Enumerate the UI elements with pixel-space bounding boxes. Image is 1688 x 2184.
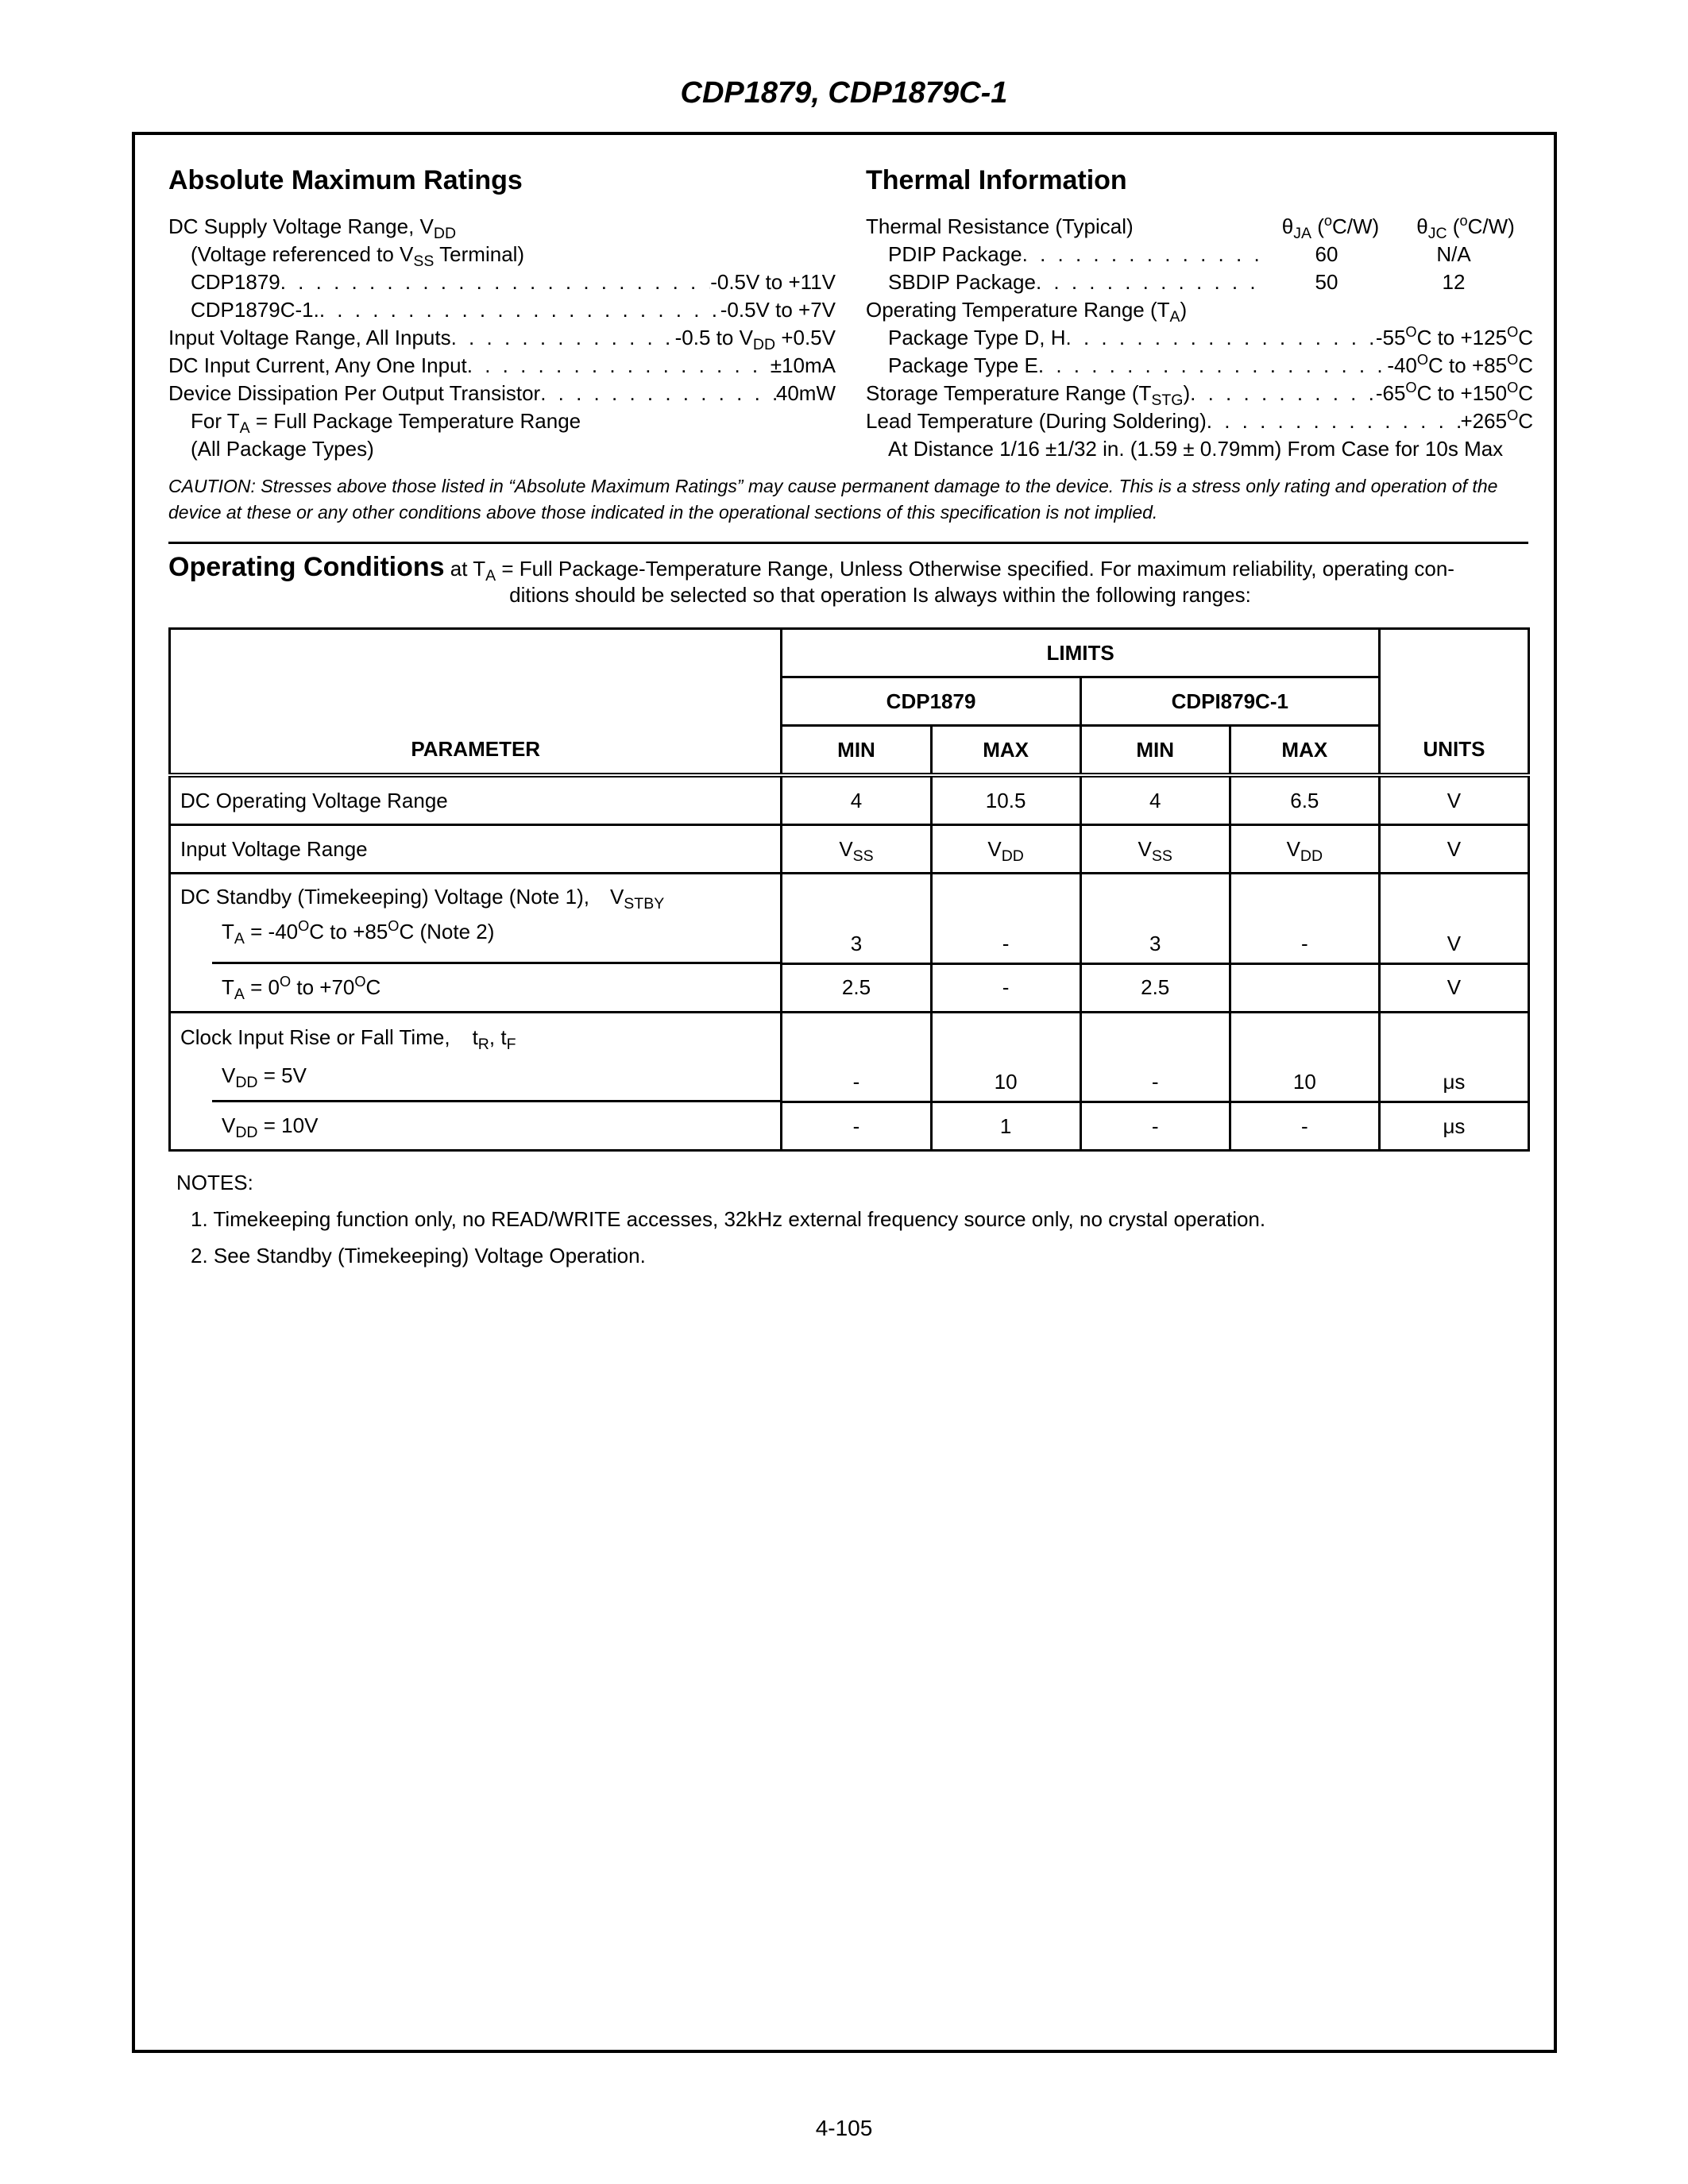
cell-sub: DD [1001, 847, 1024, 865]
vdd-sub: DD [235, 1124, 258, 1142]
for-ta-suffix: = Full Package Temperature Range [249, 409, 581, 433]
degree-sup: O [280, 973, 292, 990]
cond-b: to +70 [291, 974, 355, 999]
operating-conditions-line1 [168, 552, 1528, 585]
thermal-info-title: Thermal Information [866, 165, 1127, 195]
section-divider [168, 542, 1528, 544]
lead-temp-row [866, 407, 1533, 435]
cell-sub: SS [852, 847, 874, 865]
vdd-symbol: V [222, 1113, 236, 1138]
leader-dots [1022, 241, 1263, 268]
degree-sup: O [1507, 380, 1519, 396]
input-voltage-value-prefix: -0.5 to V [674, 326, 753, 349]
absolute-max-ratings-section [168, 165, 836, 463]
degree-sup: O [1405, 380, 1417, 396]
pkg-e-v1: -40 [1387, 353, 1417, 377]
tr-symbol: t [472, 1024, 478, 1049]
table-cell [1230, 963, 1379, 1012]
table-row [170, 1102, 1529, 1151]
table-cell [782, 825, 931, 874]
lead-distance: At Distance 1/16 ±1/32 in. (1.59 ± 0.79mm) From Case for 10s Max [888, 437, 1504, 461]
standby-condition-1 [180, 914, 780, 949]
leader-dots [1036, 268, 1263, 296]
storage-prefix: Storage Temperature Range (T [866, 381, 1152, 405]
storage-v1: -65 [1375, 381, 1406, 405]
storage-sub: STG [1151, 391, 1184, 409]
degree-sup: O [298, 918, 310, 934]
input-current-value: ±10mA [770, 353, 836, 377]
min-header: MIN [782, 726, 931, 776]
table-cell: 4 [782, 775, 931, 825]
table-cell: 10 [931, 1012, 1080, 1102]
leader-dots [467, 352, 771, 380]
limits-header: LIMITS [782, 629, 1379, 677]
clock-label-line [180, 1018, 780, 1056]
page-number: 4-105 [815, 2116, 873, 2140]
for-ta-prefix: For T [191, 409, 240, 433]
table-cell: V [1379, 963, 1528, 1012]
ta-symbol: T [222, 920, 234, 943]
op-temp-sub: A [1169, 307, 1180, 326]
table-row [170, 963, 1529, 1012]
sbdip-row [866, 268, 1533, 296]
storage-mid: C to +150 [1416, 381, 1508, 405]
ta-symbol: T [222, 974, 234, 999]
cdp1879-rating-row [168, 268, 836, 296]
pdip-row [866, 241, 1533, 268]
operating-conditions-line2: ditions should be selected so that operation Is always within the following ranges: [509, 583, 1251, 607]
pkg-dh-row [866, 324, 1533, 352]
theta-jc-unit-pre: ( [1447, 214, 1460, 238]
table-cell: 10 [1230, 1012, 1379, 1102]
tf-symbol: , t [489, 1024, 507, 1049]
units-header: UNITS [1379, 629, 1528, 776]
cdp1879c-label: CDP1879C-1. [191, 298, 319, 322]
table-cell: - [1080, 1012, 1230, 1102]
notes-section [176, 1164, 1265, 1274]
tf-sub: F [506, 1035, 516, 1053]
standby-symbol-sub: STBY [624, 894, 665, 913]
pkg-e-mid: C to +85 [1428, 353, 1508, 377]
pkg-dh-mid: C to +125 [1416, 326, 1508, 349]
leader-dots [451, 324, 675, 352]
voltage-ref-suffix: Terminal) [434, 242, 525, 266]
operating-conditions-title: Operating Conditions [168, 552, 445, 582]
lead-value: +265 [1460, 409, 1508, 433]
table-row [170, 1012, 1529, 1102]
degree-sup: O [1416, 352, 1429, 368]
clock-condition-2 [212, 1100, 780, 1148]
table-row [170, 825, 1529, 874]
page-header-title: CDP1879, CDP1879C-1 [680, 76, 1008, 110]
pkg-dh-value [1376, 324, 1533, 352]
max-header: MAX [931, 726, 1080, 776]
parameter-header: PARAMETER [170, 629, 782, 776]
thermal-info-section [866, 165, 1533, 463]
input-voltage-value [675, 324, 836, 352]
vdd-sub: DD [235, 1073, 258, 1091]
table-cell: μs [1379, 1012, 1528, 1102]
degree-sup: O [1507, 324, 1519, 340]
lead-distance-row [866, 435, 1533, 463]
op-temp-prefix: Operating Temperature Range (T [866, 298, 1170, 322]
vdd-symbol: V [222, 1063, 236, 1087]
cdp1879c-header: CDPI879C-1 [1080, 677, 1379, 726]
clock-condition-1 [180, 1056, 780, 1094]
all-package-types: (All Package Types) [191, 437, 374, 461]
pkg-e-row [866, 352, 1533, 380]
theta-ja-unit-sup: o [1323, 213, 1333, 229]
degree-sup: O [388, 918, 400, 934]
cond-c: C [365, 974, 381, 999]
absolute-max-ratings-title: Absolute Maximum Ratings [168, 165, 523, 195]
standby-condition-2-cell [170, 963, 782, 1012]
table-cell: V [1379, 825, 1528, 874]
degree-sup: O [354, 973, 366, 990]
table-cell [1230, 825, 1379, 874]
dc-supply-label: DC Supply Voltage Range, V [168, 214, 434, 238]
dc-supply-row [168, 213, 836, 241]
cdp1879c-value: -0.5V to +7V [720, 298, 836, 322]
pkg-e-label: Package Type E [888, 353, 1038, 377]
note-item: 2. See Standby (Timekeeping) Voltage Operation. [191, 1244, 646, 1268]
cell-symbol: V [1286, 836, 1300, 861]
pdip-label: PDIP Package [888, 242, 1022, 266]
pdip-jc: N/A [1436, 242, 1471, 266]
sbdip-label: SBDIP Package [888, 270, 1036, 294]
cell-sub: SS [1151, 847, 1172, 865]
intro-line1: = Full Package-Temperature Range, Unless Otherwise specified. For maximum reliability, operating con- [496, 557, 1454, 581]
table-cell [1080, 825, 1230, 874]
table-cell: - [1230, 1102, 1379, 1151]
input-current-row [168, 352, 836, 380]
table-cell: 1 [931, 1102, 1080, 1151]
leader-dots [1190, 380, 1376, 407]
theta-jc-header [1398, 213, 1533, 241]
table-cell: 3 [1080, 874, 1230, 964]
cell-symbol: V [987, 836, 1002, 861]
caution-text: CAUTION: Stresses above those listed in “Absolute Maximum Ratings” may cause permanent damage to the device. This is a stress only rating and operation of the device at these or any other conditions above those indicated in the operational sections of this specification is not implied. [168, 476, 1498, 523]
note-item: 1. Timekeeping function only, no READ/WRITE accesses, 32kHz external frequency source only, no crystal operation. [191, 1207, 1266, 1231]
dissipation-value: 40mW [775, 381, 836, 405]
pkg-dh-end: C [1518, 326, 1533, 349]
op-temp-suffix: ) [1180, 298, 1188, 322]
standby-param-cell [170, 874, 782, 964]
table-header-row [170, 629, 1529, 677]
all-package-types-row [168, 435, 836, 463]
cdp1879-label: CDP1879 [191, 270, 280, 294]
theta-ja-symbol: θ [1281, 214, 1294, 238]
storage-end: C [1518, 381, 1533, 405]
theta-jc-unit-post: C/W) [1467, 214, 1515, 238]
pkg-e-value [1387, 352, 1533, 380]
thermal-resistance-label: Thermal Resistance (Typical) [866, 214, 1134, 238]
sbdip-ja: 50 [1315, 270, 1338, 294]
theta-jc-sub: JC [1427, 224, 1447, 242]
degree-sup: O [1507, 407, 1519, 423]
table-cell: 2.5 [1080, 963, 1230, 1012]
cell-symbol: V [1138, 836, 1152, 861]
leader-dots [540, 380, 776, 407]
dc-operating-label: DC Operating Voltage Range [170, 775, 782, 825]
content-frame [132, 132, 1557, 2053]
vdd-value: = 10V [257, 1113, 319, 1138]
min-header: MIN [1080, 726, 1230, 776]
vdd-value: = 5V [257, 1063, 307, 1087]
sbdip-jc: 12 [1442, 270, 1466, 294]
leader-dots [1066, 324, 1376, 352]
cond-c: C (Note 2) [399, 920, 495, 943]
thermal-resistance-header [866, 213, 1533, 241]
dc-supply-sub: DD [433, 224, 457, 242]
voltage-ref-prefix: (Voltage referenced to V [191, 242, 414, 266]
pkg-dh-v1: -55 [1375, 326, 1406, 349]
standby-symbol: V [609, 885, 624, 909]
leader-dots [280, 268, 710, 296]
cond-a: = -40 [244, 920, 299, 943]
pkg-dh-label: Package Type D, H [888, 326, 1066, 349]
theta-ja-header [1263, 213, 1398, 241]
clock-condition-2-cell [170, 1102, 782, 1151]
input-voltage-label: Input Voltage Range, All Inputs [168, 326, 451, 349]
input-voltage-range-label: Input Voltage Range [170, 825, 782, 874]
input-voltage-value-suffix: +0.5V [775, 326, 836, 349]
theta-jc-unit-sup: o [1459, 213, 1468, 229]
degree-sup: O [1405, 324, 1417, 340]
storage-temp-row [866, 380, 1533, 407]
theta-ja-unit-post: C/W) [1332, 214, 1380, 238]
tr-sub: R [477, 1035, 489, 1053]
lead-end: C [1518, 409, 1533, 433]
leader-dots [1207, 407, 1461, 435]
cond-a: = 0 [244, 974, 280, 999]
input-voltage-value-sub: DD [752, 335, 776, 353]
lead-temp-value [1460, 407, 1533, 435]
table-row [170, 775, 1529, 825]
pdip-ja: 60 [1315, 242, 1338, 266]
clock-param-cell [170, 1012, 782, 1102]
degree-sup: O [1507, 352, 1519, 368]
theta-jc-symbol: θ [1416, 214, 1428, 238]
cdp1879-value: -0.5V to +11V [710, 270, 836, 294]
for-ta-sub: A [239, 419, 250, 437]
op-temp-range-row [866, 296, 1533, 324]
ta-sub: A [234, 985, 245, 1003]
cell-symbol: V [839, 836, 853, 861]
table-cell: 4 [1080, 775, 1230, 825]
lead-temp-label: Lead Temperature (During Soldering) [866, 409, 1207, 433]
operating-conditions-table [168, 627, 1530, 1152]
voltage-ref-sub: SS [413, 252, 435, 270]
table-cell: 10.5 [931, 775, 1080, 825]
standby-label: DC Standby (Timekeeping) Voltage (Note 1), [180, 885, 589, 909]
for-ta-row [168, 407, 836, 435]
input-voltage-row [168, 324, 836, 352]
table-cell: - [782, 1102, 931, 1151]
standby-condition-2 [212, 962, 780, 1010]
table-cell [931, 825, 1080, 874]
table-cell: μs [1379, 1102, 1528, 1151]
table-cell: 2.5 [782, 963, 931, 1012]
table-cell: V [1379, 874, 1528, 964]
intro-prefix: at T [444, 557, 486, 581]
operating-conditions-intro [168, 554, 1528, 608]
leader-dots [319, 296, 720, 324]
intro-sub: A [485, 566, 496, 585]
cdp1879-header: CDP1879 [782, 677, 1080, 726]
table-cell: 6.5 [1230, 775, 1379, 825]
table-cell: - [1230, 874, 1379, 964]
table-cell: - [931, 963, 1080, 1012]
input-current-label: DC Input Current, Any One Input [168, 353, 467, 377]
storage-suffix: ) [1183, 381, 1191, 405]
standby-label-line [180, 879, 780, 914]
notes-title: NOTES: [176, 1171, 253, 1194]
theta-ja-sub: JA [1293, 224, 1311, 242]
table-cell: - [931, 874, 1080, 964]
table-cell: 3 [782, 874, 931, 964]
dissipation-label: Device Dissipation Per Output Transistor [168, 381, 541, 405]
storage-value [1376, 380, 1533, 407]
voltage-ref-row [168, 241, 836, 268]
clock-label: Clock Input Rise or Fall Time, [180, 1024, 450, 1049]
table-cell: - [1080, 1102, 1230, 1151]
leader-dots [1038, 352, 1387, 380]
dissipation-row [168, 380, 836, 407]
max-header: MAX [1230, 726, 1379, 776]
theta-ja-unit-pre: ( [1311, 214, 1324, 238]
cond-b: C to +85 [309, 920, 388, 943]
cell-sub: DD [1300, 847, 1323, 865]
cdp1879c-rating-row [168, 296, 836, 324]
table-cell: - [782, 1012, 931, 1102]
table-cell: V [1379, 775, 1528, 825]
pkg-e-end: C [1518, 353, 1533, 377]
table-row [170, 874, 1529, 964]
ta-sub: A [234, 929, 245, 947]
